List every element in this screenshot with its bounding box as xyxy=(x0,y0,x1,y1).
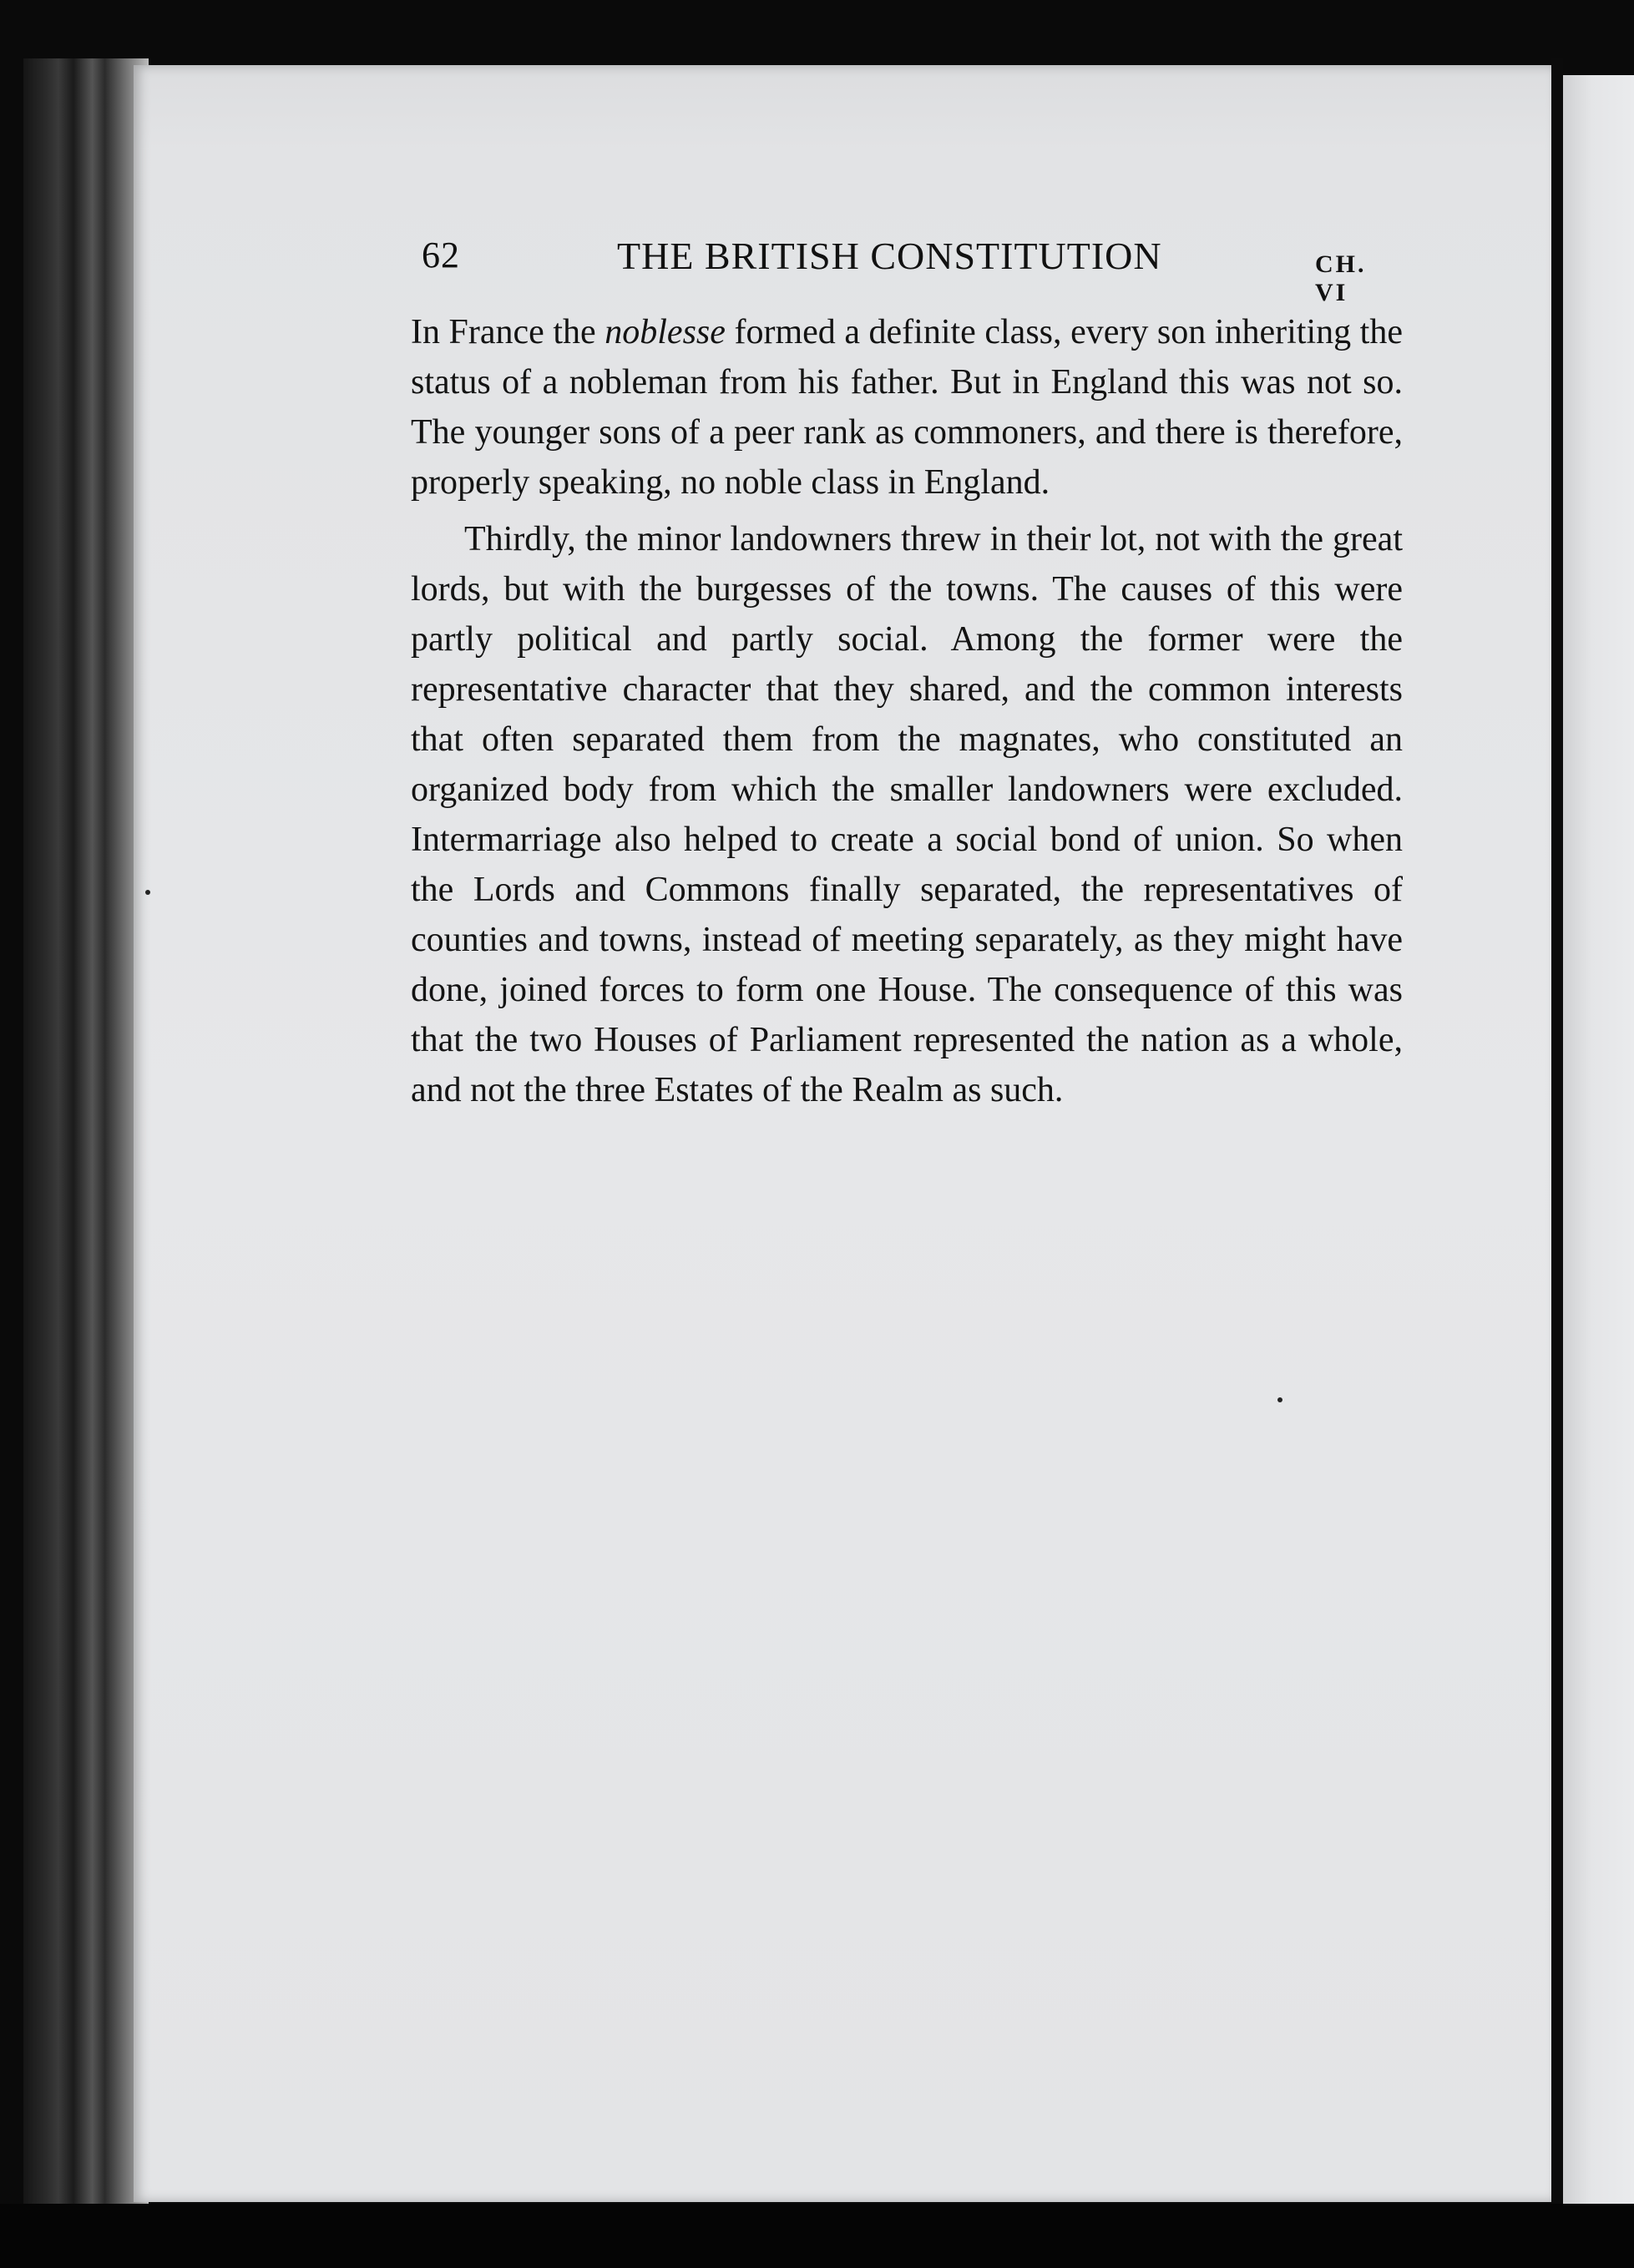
paragraph-landowners: Thirdly, the minor landowners threw in their lot, not with the great lords, but with the burgesses of the towns. The causes of this were partly political and partly social. Among the former were the representative character that they shared, and the common interests that often separated them from the magnates, who constituted an organized body from which the smaller landowners were excluded. Intermarriage also helped to create a social bond of union. So when the Lords and Commons finally separated, the representatives of counties and towns, instead of meeting separately, as they might have done, joined forces to form one House. The consequence of this was that the two Houses of Parliament represented the nation as a whole, and not the three Estates of the Realm as such. xyxy=(411,520,1403,1109)
scan-speck xyxy=(145,890,150,895)
page-gutter-shadow xyxy=(1551,58,1563,2204)
facing-page-edge xyxy=(1563,75,1634,2268)
paragraph-france-noblesse xyxy=(411,307,1403,508)
running-title: THE BRITISH CONSTITUTION xyxy=(617,235,1162,277)
running-header xyxy=(422,234,1407,306)
page-number: 62 xyxy=(422,235,460,275)
page-body xyxy=(411,307,1403,1115)
scan-bottom-border xyxy=(0,2204,1634,2268)
paragraph-text: In France the xyxy=(411,313,605,351)
book-binding-edge xyxy=(23,58,149,2204)
italic-term-noblesse: noblesse xyxy=(605,313,726,351)
paragraph-text: formed a definite class, every son inheriting the status of a nobleman from his father. But in England this was not so. The younger sons of a peer rank as commoners, and there is therefore, properly speaking, no noble class in England. xyxy=(411,313,1403,502)
chapter-marker: CH. VI xyxy=(1315,250,1367,306)
scan-speck xyxy=(1277,1397,1282,1402)
